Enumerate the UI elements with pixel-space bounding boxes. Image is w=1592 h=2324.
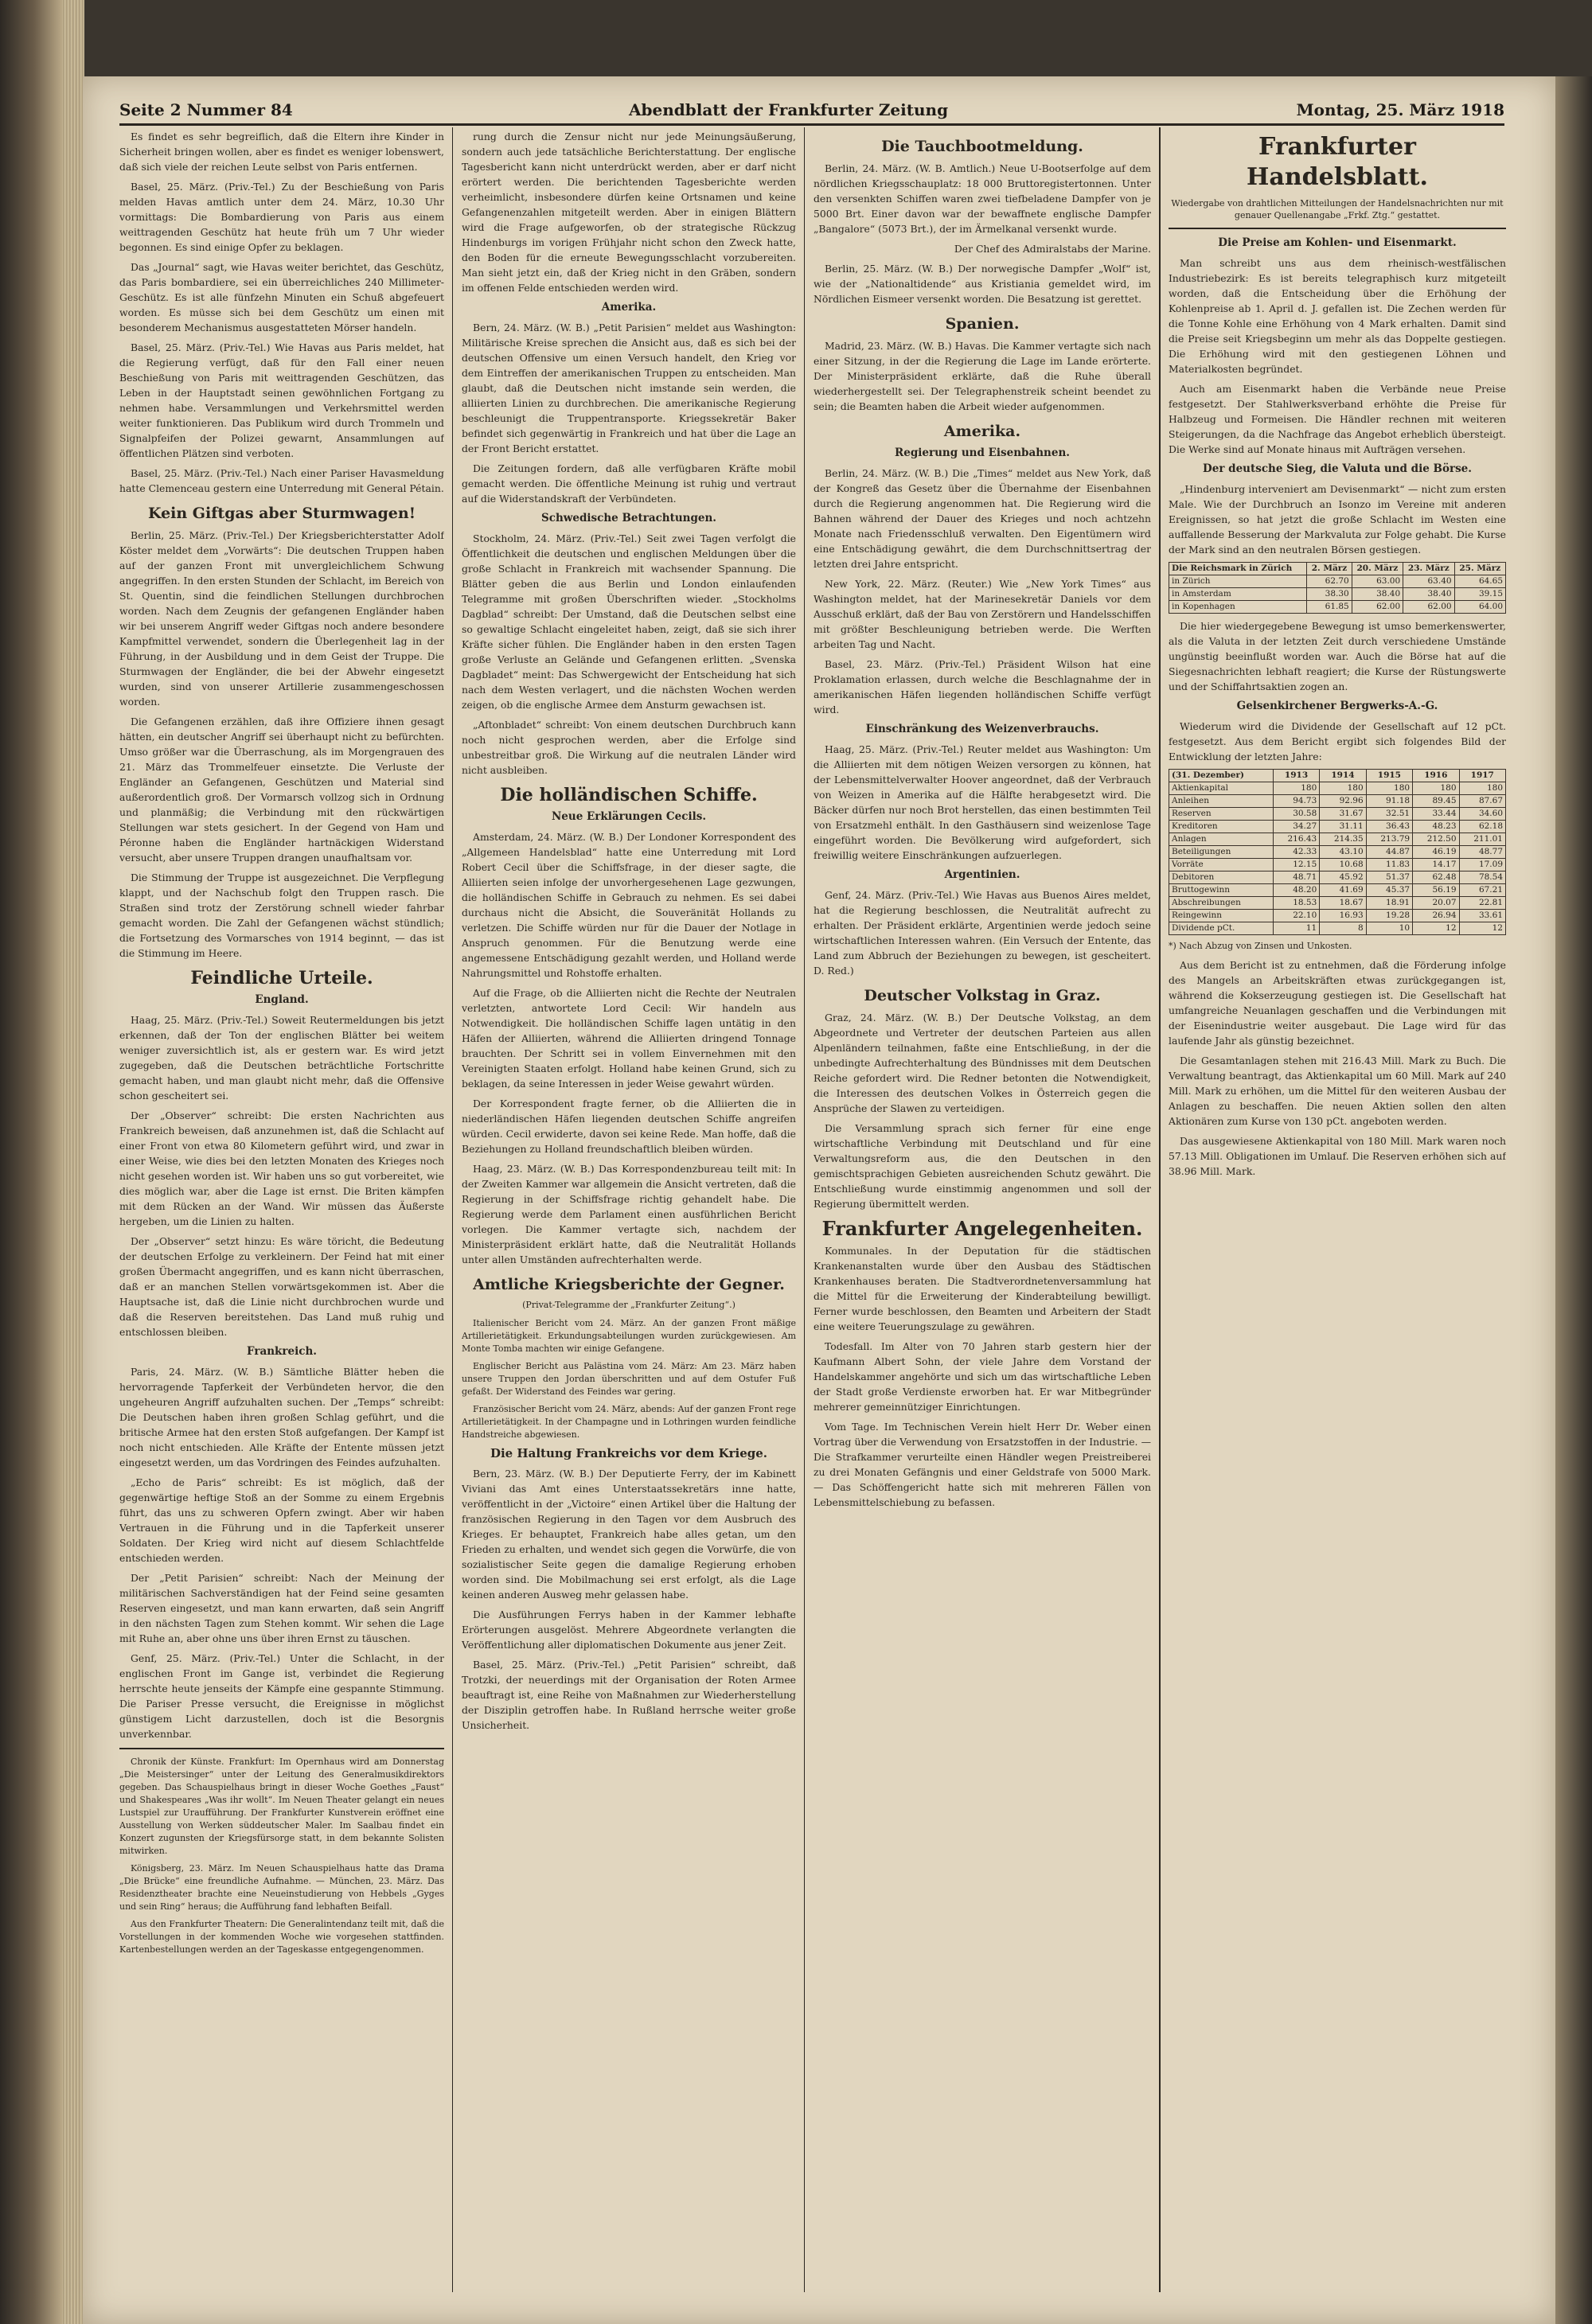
article-paragraph: Englischer Bericht aus Palästina vom 24. März: Am 23. März haben unsere Truppen den Jordan überschritten und auf dem Ostufer Fuß gefaßt. Der Widerstand des Feindes war gering.	[462, 1361, 796, 1397]
table-cell: 48.20	[1273, 884, 1319, 897]
table-cell: 12.15	[1273, 859, 1319, 872]
article-paragraph: Todesfall. Im Alter von 70 Jahren starb gestern hier der Kaufmann Albert Sohn, der viele Jahre dem Vorstand der Handelskammer angehörte und sich um das wirtschaftliche Leben der Stadt große Verdienste erworben hat. Er war Mitbegründer mehrerer gemeinnütziger Einrichtungen.	[814, 1340, 1151, 1413]
valuta-table	[1169, 562, 1506, 614]
article-paragraph: Es findet es sehr begreiflich, daß die Eltern ihre Kinder in Sicherheit bringen wollen, aber es findet es weniger lobenswert, daß sich viele der reichen Leute selbst von Paris entfernen.	[119, 131, 444, 173]
table-header-cell: Die Reichsmark in Zürich	[1169, 563, 1307, 575]
table-cell: 64.00	[1454, 601, 1505, 614]
table-row	[1169, 897, 1506, 910]
article-paragraph: Aus dem Bericht ist zu entnehmen, daß die Förderung infolge des Mangels an Arbeitskräften etwas zurückgegangen ist, während die Kokserzeugung gestiegen ist. Die Gesellschaft hat umfangreiche Neuanlagen geschaffen und die Verbindungen mit der Eisenindustrie weiter ausgebaut. Die Lage wird für das laufende Jahr als günstig bezeichnet.	[1169, 959, 1506, 1047]
article-paragraph: „Aftonbladet“ schreibt: Von einem deutschen Durchbruch kann noch nicht gesprochen werden, aber die Erfolge sind unbestreitbar groß. Die Wirkung auf die neutralen Länder wird nicht ausbleiben.	[462, 719, 796, 776]
table-row	[1169, 859, 1506, 872]
subheadline: Amerika.	[601, 301, 657, 314]
article-paragraph: Der „Petit Parisien“ schreibt: Nach der Meinung der militärischen Sachverständigen hat der Feind seine gesamten Reserven eingesetzt, und man kann erwarten, daß sein Angriff in den nächsten Tagen zum Stehen kommt. Wir sehen die Lage mit Ruhe an, aber ohne uns über ihren Ernst zu täuschen.	[119, 1572, 444, 1644]
table-row	[1169, 910, 1506, 922]
table-row	[1169, 588, 1506, 601]
newspaper-title: Abendblatt der Frankfurter Zeitung	[629, 100, 949, 119]
table-cell: 62.00	[1403, 601, 1454, 614]
section-subtitle: Wiedergabe von drahtlichen Mitteilungen der Handelsnachrichten nur mit genauer Quellenangabe „Frkf. Ztg.“ gestattet.	[1171, 198, 1504, 220]
table-cell: 45.92	[1320, 872, 1366, 884]
table-row	[1169, 846, 1506, 859]
table-row	[1169, 833, 1506, 846]
table-cell: 64.65	[1454, 575, 1505, 588]
feuilleton-paragraph: Königsberg, 23. März. Im Neuen Schauspielhaus hatte das Drama „Die Brücke“ eine freundliche Aufnahme. — München, 23. März. Das Residenztheater brachte eine Neueinstudierung von Hebbels „Gyges und sein Ring“ heraus; die Aufführung fand lebhaften Beifall.	[119, 1863, 444, 1912]
subheadline: Der deutsche Sieg, die Valuta und die Börse.	[1203, 462, 1472, 475]
table-cell: in Kopenhagen	[1169, 601, 1307, 614]
table-row	[1169, 795, 1506, 808]
table-cell: 63.00	[1352, 575, 1403, 588]
table-row	[1169, 808, 1506, 821]
table-cell: Anleihen	[1169, 795, 1274, 808]
table-cell: 56.19	[1413, 884, 1459, 897]
article-paragraph: Das ausgewiesene Aktienkapital von 180 Mill. Mark waren noch 57.13 Mill. Obligationen im Umlauf. Die Reserven erhöhen sich auf 38.96 Mill. Mark.	[1169, 1135, 1506, 1177]
article-paragraph: Stockholm, 24. März. (Priv.-Tel.) Seit zwei Tagen verfolgt die Öffentlichkeit die deutschen und englischen Meldungen über die große Schlacht in Frankreich mit wachsender Spannung. Die Blätter geben die aus Berlin und London einlaufenden Telegramme mit großen Überschriften wieder. „Stockholms Dagblad“ schreibt: Der Umstand, daß die Deutschen selbst eine so gewaltige Schlacht eingeleitet haben, zeigt, daß sie sich ihrer Kräfte sicher fühlen. Die Engländer haben in den ersten Tagen große Verluste an Gelände und Gefangenen erlitten. „Svenska Dagbladet“ meint: Das Schwergewicht der Entscheidung hat sich nach dem Westen verlagert, und die nächsten Wochen werden zeigen, ob die englische Armee dem Ansturm gewachsen ist.	[462, 532, 796, 711]
article-paragraph: Auf die Frage, ob die Alliierten nicht die Rechte der Neutralen verletzten, antwortete Lord Cecil: Wir handeln aus Notwendigkeit. Die holländischen Schiffe lagen untätig in den Häfen der Alliierten, während die Alliierten dringend Tonnage brauchten. Der Schritt sei in vollem Einvernehmen mit den Vereinigten Staaten erfolgt. Holland habe keinen Grund, sich zu beklagen, da seine Interessen in jeder Weise gewahrt würden.	[462, 987, 796, 1090]
table-cell: 17.09	[1459, 859, 1505, 872]
table-cell: 30.58	[1273, 808, 1319, 821]
table-cell: 11	[1273, 922, 1319, 935]
table-cell: 48.77	[1459, 846, 1505, 859]
table-row	[1169, 601, 1506, 614]
table-cell: 38.40	[1352, 588, 1403, 601]
table-cell: 10.68	[1320, 859, 1366, 872]
book-binding	[0, 0, 62, 2324]
table-cell: 51.37	[1366, 872, 1412, 884]
article-paragraph: Die Versammlung sprach sich ferner für eine enge wirtschaftliche Verbindung mit Deutschland und für eine Verwaltungsreform aus, die den Deutschen in den gemischtsprachigen Gebieten ausreichenden Schutz gewährt. Die Entschließung wurde einstimmig angenommen und soll der Regierung übermittelt werden.	[814, 1122, 1151, 1210]
headline: Spanien.	[945, 315, 1020, 333]
right-page-edge	[1555, 76, 1592, 2324]
balance-table	[1169, 769, 1506, 935]
article-paragraph: Die Ausführungen Ferrys haben in der Kammer lebhafte Erörterungen ausgelöst. Mehrere Abgeordnete verlangten die Veröffentlichung aller diplomatischen Dokumente aus jener Zeit.	[462, 1608, 796, 1651]
issue-date: Montag, 25. März 1918	[1296, 100, 1504, 119]
table-cell: 180	[1320, 782, 1366, 795]
article-paragraph: Genf, 25. März. (Priv.-Tel.) Unter die Schlacht, in der englischen Front im Gange ist, verbindet die Regierung herrschte heute jenseits der Kämpfe eine gespannte Stimmung. Die Pariser Presse versucht, die Ereignisse in möglichst günstigem Licht darzustellen, doch ist die Besorgnis unverkennbar.	[119, 1652, 444, 1740]
table-cell: 42.33	[1273, 846, 1319, 859]
table-cell: 91.18	[1366, 795, 1412, 808]
table-cell: 22.81	[1459, 897, 1505, 910]
article-paragraph: Der Korrespondent fragte ferner, ob die Alliierten die in niederländischen Häfen liegenden deutschen Schiffe angreifen würden. Cecil erwiderte, davon sei keine Rede. Man hoffe, daß die Beziehungen zu Holland freundschaftlich bleiben würden.	[462, 1098, 796, 1155]
article-paragraph: Madrid, 23. März. (W. B.) Havas. Die Kammer vertagte sich nach einer Sitzung, in der die Regierung die Lage im Lande erörterte. Der Ministerpräsident erklärte, daß die Ruhe überall wiederhergestellt sei. Der Telegraphenstreik scheint beendet zu sein; die Beamten haben die Arbeit wieder aufgenommen.	[814, 340, 1151, 412]
table-cell: 92.96	[1320, 795, 1366, 808]
headline: Die holländischen Schiffe.	[500, 785, 758, 805]
article-paragraph: Die hier wiedergegebene Bewegung ist umso bemerkenswerter, als die Valuta in der letzten Zeit durch verschiedene Umstände ungünstig beeinflußt worden war. Auch die Börse hat auf die Siegesnachrichten lebhaft reagiert; die Kurse der Rüstungswerte und der Schiffahrtsaktien zogen an.	[1169, 620, 1506, 692]
subheadline: Einschränkung des Weizenverbrauchs.	[865, 723, 1099, 735]
table-cell: Beteiligungen	[1169, 846, 1274, 859]
section-rule	[119, 1748, 444, 1749]
article-paragraph: Der „Observer“ schreibt: Die ersten Nachrichten aus Frankreich beweisen, daß anzunehmen ist, daß die Schlacht auf einer Front von etwa 80 Kilometern geführt wird, und zwar in einer Weise, wie dies bei den letzten Monaten des Krieges noch nicht gesehen worden ist. Wir haben uns so gut vorbereitet, wie dies möglich war, aber die Lage ist ernst. Die Briten kämpfen mit dem Rücken an der Wand. Wir müssen das Äußerste hergeben, um die Linien zu halten.	[119, 1109, 444, 1227]
table-cell: 20.07	[1413, 897, 1459, 910]
subheadline: England.	[255, 993, 309, 1006]
subheadline: Neue Erklärungen Cecils.	[551, 810, 707, 823]
table-cell: 48.71	[1273, 872, 1319, 884]
article-paragraph: Graz, 24. März. (W. B.) Der Deutsche Volkstag, an dem Abgeordnete und Vertreter der deutschen Parteien aus allen Alpenländern teilnahmen, faßte eine Entschließung, in der die unbedingte Aufrechterhaltung des Bündnisses mit dem Deutschen Reiche gefordert wird. Die Redner betonten die Notwendigkeit, die Interessen des deutschen Volkes in Österreich gegen die Ansprüche der Slawen zu verteidigen.	[814, 1012, 1151, 1114]
table-cell: Dividende pCt.	[1169, 922, 1274, 935]
table-cell: 180	[1459, 782, 1505, 795]
table-cell: 87.67	[1459, 795, 1505, 808]
article-paragraph: rung durch die Zensur nicht nur jede Meinungsäußerung, sondern auch jede tatsächliche Berichterstattung. Der englische Tagesbericht kann nicht unterdrückt werden, aber er darf nicht erörtert werden. Die berichtenden Tagesberichte werden verheimlicht, insbesondere dürfen keine Ortsnamen und keine Gefangenenzahlen mitgeteilt werden. Aber in einigen Blättern wird die Frage aufgeworfen, ob der strategische Rückzug Hindenburgs im vorigen Frühjahr nicht schon den Zweck hatte, den Boden für die erneute Bewegungsschlacht vorzubereiten. Man sieht jetzt ein, daß der Krieg nicht in den Gräben, sondern im offenen Felde entschieden werden wird.	[462, 131, 796, 294]
article-paragraph: Auch am Eisenmarkt haben die Verbände neue Preise festgesetzt. Der Stahlwerksverband erhöhte die Preise für Halbzeug und Formeisen. Die Händler rechnen mit weiteren Steigerungen, da die Nachfrage das Angebot erheblich übersteigt. Die Werke sind auf Monate hinaus mit Aufträgen versehen.	[1169, 383, 1506, 455]
table-row	[1169, 575, 1506, 588]
table-cell: 31.67	[1320, 808, 1366, 821]
article-paragraph: Paris, 24. März. (W. B.) Sämtliche Blätter heben die hervorragende Tapferkeit der Verbündeten hervor, die den ungeheuren Angriff aufzuhalten suchen. Der „Temps“ schreibt: Die Deutschen haben ihren großen Schlag geführt, und die britische Armee hat den ersten Stoß aufgefangen. Der Kampf ist noch nicht entschieden. Alle Kräfte der Entente müssen jetzt eingesetzt werden, um das Vordringen des Feindes aufzuhalten.	[119, 1366, 444, 1468]
table-cell: 41.69	[1320, 884, 1366, 897]
table-cell: 26.94	[1413, 910, 1459, 922]
table-cell: Reingewinn	[1169, 910, 1274, 922]
page-number-label: Seite 2 Nummer 84	[119, 100, 293, 119]
table-cell: 45.37	[1366, 884, 1412, 897]
table-cell: 33.61	[1459, 910, 1505, 922]
table-cell: 34.60	[1459, 808, 1505, 821]
table-cell: 8	[1320, 922, 1366, 935]
table-cell: 12	[1459, 922, 1505, 935]
article-paragraph: Bern, 23. März. (W. B.) Der Deputierte Ferry, der im Kabinett Viviani das Amt eines Unterstaatssekretärs inne hatte, veröffentlicht in der „Victoire“ einen Artikel über die Haltung der französischen Regierung in den Tagen vor dem Ausbruch des Krieges. Er behauptet, Frankreich habe alles getan, um den Frieden zu erhalten, und wendet sich gegen die Vorwürfe, die von sozialistischer Seite gegen die damalige Regierung erhoben worden sind. Die Mobilmachung sei erst erfolgt, als die Lage keinen anderen Ausweg mehr gelassen habe.	[462, 1468, 796, 1601]
article-paragraph: Genf, 24. März. (Priv.-Tel.) Wie Havas aus Buenos Aires meldet, hat die Regierung beschlossen, die Neutralität aufrecht zu erhalten. Der Präsident erklärte, Argentinien werde jedoch seine wirtschaftlichen Interessen wahren. (Ein Versuch der Entente, das Land zum Abbruch der Beziehungen zu bewegen, ist gescheitert. D. Red.)	[814, 889, 1151, 977]
table-cell: 48.23	[1413, 821, 1459, 833]
article-paragraph: Wiederum wird die Dividende der Gesellschaft auf 12 pCt. festgesetzt. Aus dem Bericht ergibt sich folgendes Bild der Entwicklung der letzten Jahre:	[1169, 720, 1506, 762]
column-4	[1169, 129, 1506, 2292]
table-cell: 46.19	[1413, 846, 1459, 859]
column-divider	[452, 127, 453, 2292]
table-cell: 44.87	[1366, 846, 1412, 859]
article-paragraph: Basel, 25. März. (Priv.-Tel.) Wie Havas aus Paris meldet, hat die Regierung verfügt, daß für den Fall einer neuen Beschießung von Paris mit weittragenden Geschützen, das Leben in der Hauptstadt seinen gewöhnlichen Fortgang zu nehmen habe. Versammlungen und Verkehrsmittel werden weiter funktionieren. Das Publikum wird durch Trommeln und Signalpfeifen der Polizei gewarnt, Ansammlungen auf öffentlichen Plätzen sind verboten.	[119, 341, 444, 459]
article-paragraph: Berlin, 25. März. (W. B.) Der norwegische Dampfer „Wolf“ ist, wie der „Nationaltidende“ aus Kristiania gemeldet wird, im Nördlichen Eismeer versenkt worden. Die Besatzung ist gerettet.	[814, 263, 1151, 305]
article-paragraph: Die Stimmung der Truppe ist ausgezeichnet. Die Verpflegung klappt, und der Nachschub folgt den Truppen rasch. Die Straßen sind trotz der Zerstörung schnell wieder fahrbar gemacht worden. Die Zahl der Gefangenen wächst stündlich; die Fortsetzung des Vormarsches von 1914 beginnt, — das ist die Stimmung im Heere.	[119, 872, 444, 959]
table-cell: 34.27	[1273, 821, 1319, 833]
headline: Deutscher Volkstag in Graz.	[864, 987, 1101, 1004]
table-cell: Bruttogewinn	[1169, 884, 1274, 897]
table-cell: Aktienkapital	[1169, 782, 1274, 795]
table-footnote: *) Nach Abzug von Zinsen und Unkosten.	[1169, 941, 1352, 951]
table-cell: 11.83	[1366, 859, 1412, 872]
article-paragraph: „Hindenburg interveniert am Devisenmarkt“ — nicht zum ersten Male. Wie der Durchbruch an Isonzo im Vereine mit anderen Ereignissen, so hat jetzt die große Schlacht im Westen eine auffallende Besserung der Markvaluta zur Folge gehabt. Die Kurse der Mark sind an den neutralen Börsen gestiegen.	[1169, 483, 1506, 556]
column-divider	[804, 127, 805, 2292]
page-stack-edge	[62, 0, 84, 2324]
table-cell: 18.67	[1320, 897, 1366, 910]
column-2	[462, 129, 796, 2292]
table-cell: 31.11	[1320, 821, 1366, 833]
table-header-cell: 1917	[1459, 770, 1505, 782]
column-divider	[1159, 127, 1161, 2292]
article-paragraph: Kommunales. In der Deputation für die städtischen Krankenanstalten wurde über den Ausbau des Städtischen Krankenhauses beraten. Die Stadtverordnetenversammlung hat die Mittel für die Erweiterung der Kinderabteilung bewilligt. Ferner wurde beschlossen, den Beamten und Arbeitern der Stadt eine weitere Teuerungszulage zu gewähren.	[814, 1245, 1151, 1332]
subheadline: Regierung und Eisenbahnen.	[895, 446, 1070, 459]
table-cell: 78.54	[1459, 872, 1505, 884]
article-paragraph: Die Zeitungen fordern, daß alle verfügbaren Kräfte mobil gemacht werden. Die öffentliche Meinung ist ruhig und vertraut auf die Widerstandskraft der Verbündeten.	[462, 462, 796, 505]
table-cell: 89.45	[1413, 795, 1459, 808]
table-cell: 43.10	[1320, 846, 1366, 859]
table-cell: Anlagen	[1169, 833, 1274, 846]
article-paragraph: Das „Journal“ sagt, wie Havas weiter berichtet, das Geschütz, das Paris bombardiere, sei ein überreichliches 240 Millimeter-Geschütz. Es ist alle fünfzehn Minuten ein Schuß abgefeuert worden. Es müsse sich bei dem Geschütz um einen mit besonderem Mechanismus ausgestatteten Mörser handeln.	[119, 261, 444, 333]
table-cell: Kreditoren	[1169, 821, 1274, 833]
article-paragraph: Man schreibt uns aus dem rheinisch-westfälischen Industriebezirk: Es ist bereits telegraphisch kurz mitgeteilt worden, daß die Entscheidung über die Erhöhung der Kohlenpreise ab 1. April d. J. gefallen ist. Die Zechen werden für die Tonne Kohle eine Erhöhung von 4 Mark erhalten. Damit sind die Preise seit Kriegsbeginn um mehr als das Doppelte gestiegen. Die Erhöhung wird mit den gestiegenen Löhnen und Materialkosten begründet.	[1169, 257, 1506, 375]
article-paragraph: Bern, 24. März. (W. B.) „Petit Parisien“ meldet aus Washington: Militärische Kreise sprechen die Ansicht aus, daß es sich bei der deutschen Offensive um einen Versuch handelt, den Krieg vor dem Eintreffen der amerikanischen Truppen zu entscheiden. Man glaubt, daß die Deutschen nicht imstande sein werden, die alliierten Linien zu durchbrechen. Die amerikanische Regierung beschleunigt die Truppentransporte. Kriegssekretär Baker befindet sich gegenwärtig in Frankreich und hat über die Lage an der Front Bericht erstattet.	[462, 322, 796, 454]
table-cell: 39.15	[1454, 588, 1505, 601]
article-paragraph: Die Gefangenen erzählen, daß ihre Offiziere ihnen gesagt hätten, ein deutscher Angriff sei überhaupt nicht zu befürchten. Umso größer war die Überraschung, als im Morgengrauen des 21. März das Trommelfeuer einsetzte. Die Verluste der Engländer an Gefangenen, Geschützen und Material sind außerordentlich groß. Der Vormarsch vollzog sich in Ordnung und planmäßig; die Verbindung mit den rückwärtigen Stellungen war stets gesichert. In der Gegend von Ham und Péronne haben die Engländer hartnäckigen Widerstand versucht, aber unsere Truppen drangen unaufhaltsam vor.	[119, 716, 444, 864]
article-paragraph: Berlin, 24. März. (W. B.) Die „Times“ meldet aus New York, daß der Kongreß das Gesetz über die Übernahme der Eisenbahnen durch die Regierung angenommen hat. Die Regierung wird die Bahnen während der Dauer des Krieges und noch achtzehn Monate nach Friedensschluß verwalten. Den Eigentümern wird eine Entschädigung gewährt, die dem Durchschnittsertrag der letzten drei Jahre entspricht.	[814, 467, 1151, 570]
feuilleton-paragraph: Aus den Frankfurter Theatern: Die Generalintendanz teilt mit, daß die Vorstellungen in der kommenden Woche wie vorgesehen stattfinden. Kartenbestellungen werden an der Tageskasse entgegengenommen.	[119, 1919, 444, 1955]
table-cell: 94.73	[1273, 795, 1319, 808]
table-cell: Reserven	[1169, 808, 1274, 821]
table-cell: 61.85	[1307, 601, 1352, 614]
table-header-cell: 1915	[1366, 770, 1412, 782]
table-cell: Debitoren	[1169, 872, 1274, 884]
table-header-cell: 23. März	[1403, 563, 1454, 575]
subheadline: Gelsenkirchener Bergwerks-A.-G.	[1236, 700, 1438, 712]
table-cell: 38.30	[1307, 588, 1352, 601]
subheadline: Schwedische Betrachtungen.	[540, 512, 717, 524]
scan-top-border	[62, 0, 1592, 76]
table-row	[1169, 884, 1506, 897]
table-cell: 18.53	[1273, 897, 1319, 910]
table-header-cell: (31. Dezember)	[1169, 770, 1274, 782]
table-header-cell: 2. März	[1307, 563, 1352, 575]
article-paragraph: Amsterdam, 24. März. (W. B.) Der Londoner Korrespondent des „Allgemeen Handelsblad“ hatte eine Unterredung mit Lord Robert Cecil über die Schiffsfrage, in der dieser sagte, die Alliierten seien infolge der unvorhergesehenen Lage gezwungen, die holländischen Schiffe in Gebrauch zu nehmen. Es sei dabei durchaus nicht die Absicht, die Souveränität Hollands zu verletzen. Die Schiffe würden nur für die Dauer der Notlage in Anspruch genommen. Für die Benutzung werde eine angemessene Entschädigung gezahlt werden, und Holland werde Nahrungsmittel und Rohstoffe erhalten.	[462, 831, 796, 979]
article-paragraph: Basel, 25. März. (Priv.-Tel.) Nach einer Pariser Havasmeldung hatte Clemenceau gestern eine Unterredung mit General Pétain.	[119, 467, 444, 494]
running-header	[119, 100, 1504, 124]
subheadline: Argentinien.	[944, 868, 1020, 881]
article-paragraph: Berlin, 25. März. (Priv.-Tel.) Der Kriegsberichterstatter Adolf Köster meldet dem „Vorwärts“: Die deutschen Truppen haben auf der ganzen Front mit unvergleichlichem Schwung angegriffen. In den ersten Stunden der Schlacht, im Bereich von St. Quentin, sind die feindlichen Stellungen durchbrochen worden. Nach dem Zeugnis der gefangenen Engländer haben wir bei unserem Angriff weder Giftgas noch andere besondere Kampfmittel verwendet, sondern die Überlegenheit lag in der Führung, in der Ausbildung und in dem Geist der Truppe. Die Sturmwagen der Engländer, die bei der Abwehr eingesetzt wurden, sind von unserer Artillerie zusammengeschossen worden.	[119, 529, 444, 708]
column-3	[814, 129, 1151, 2292]
table-cell: Vorräte	[1169, 859, 1274, 872]
table-cell: 180	[1413, 782, 1459, 795]
table-cell: Abschreibungen	[1169, 897, 1274, 910]
table-cell: 63.40	[1403, 575, 1454, 588]
article-paragraph: Die Gesamtanlagen stehen mit 216.43 Mill. Mark zu Buch. Die Verwaltung beantragt, das Aktienkapital um 60 Mill. Mark auf 240 Mill. Mark zu erhöhen, um die Mittel für den weiteren Ausbau der Anlagen zu beschaffen. Die neuen Aktien sollen den alten Aktionären zum Kurse von 130 pCt. angeboten werden.	[1169, 1055, 1506, 1127]
table-cell: 33.44	[1413, 808, 1459, 821]
table-cell: 38.40	[1403, 588, 1454, 601]
headline: Feindliche Urteile.	[190, 968, 373, 988]
article-paragraph: Haag, 23. März. (W. B.) Das Korrespondenzbureau teilt mit: In der Zweiten Kammer war allgemein die Ansicht vertreten, daß die Regierung in der Schiffsfrage richtig gehandelt habe. Die Regierung werde dem Parlament einen ausführlichen Bericht vorlegen. Die Kammer vertagte sich, nachdem der Ministerpräsident erklärt hatte, daß die Neutralität Hollands unter allen Umständen aufrechterhalten werde.	[462, 1163, 796, 1265]
article-paragraph: Der „Observer“ setzt hinzu: Es wäre töricht, die Bedeutung der deutschen Erfolge zu verkleinern. Der Feind hat mit einer großen Übermacht angegriffen, und es kann nicht überraschen, daß er an manchen Stellen vorwärtsgekommen ist. Aber die Hauptsache ist, daß die Linie nicht durchbrochen wurde und daß die Reserven bereitstehen. Das Land muß ruhig und entschlossen bleiben.	[119, 1235, 444, 1338]
table-header-cell: 1913	[1273, 770, 1319, 782]
table-cell: 16.93	[1320, 910, 1366, 922]
table-row	[1169, 872, 1506, 884]
table-cell: 14.17	[1413, 859, 1459, 872]
table-cell: in Amsterdam	[1169, 588, 1307, 601]
feuilleton-paragraph: Chronik der Künste. Frankfurt: Im Opernhaus wird am Donnerstag „Die Meistersinger“ unter der Leitung des Generalmusikdirektors gegeben. Das Schauspielhaus bringt in dieser Woche Goethes „Faust“ und Shakespeares „Was ihr wollt“. Im Neuen Theater gelangt ein neues Lustspiel zur Uraufführung. Der Frankfurter Kunstverein eröffnet eine Ausstellung von Werken süddeutscher Maler. Im Saalbau findet ein Konzert zugunsten der Kriegsfürsorge statt, in dem bekannte Solisten mitwirken.	[119, 1757, 444, 1856]
article-paragraph: Basel, 23. März. (Priv.-Tel.) Präsident Wilson hat eine Proklamation erlassen, durch welche die Beschlagnahme der in amerikanischen Häfen liegenden holländischen Schiffe verfügt wird.	[814, 658, 1151, 716]
table-cell: 214.35	[1320, 833, 1366, 846]
subheadline: Frankreich.	[247, 1345, 317, 1358]
table-cell: 62.70	[1307, 575, 1352, 588]
headline: Amtliche Kriegsberichte der Gegner.	[473, 1276, 785, 1293]
headline: Kein Giftgas aber Sturmwagen!	[147, 505, 416, 522]
subheadline: Die Preise am Kohlen- und Eisenmarkt.	[1218, 236, 1457, 249]
table-cell: 62.18	[1459, 821, 1505, 833]
headline: Frankfurter Angelegenheiten.	[821, 1217, 1143, 1240]
column-1	[119, 129, 444, 2292]
table-cell: 211.01	[1459, 833, 1505, 846]
headline: Die Tauchbootmeldung.	[881, 138, 1083, 155]
article-paragraph: „Echo de Paris“ schreibt: Es ist möglich, daß der gegenwärtige heftige Stoß an der Somme zu einem Ergebnis führt, das uns zu schweren Opfern zwingt. Aber wir haben Vertrauen in die Führung und in die Tapferkeit unserer Soldaten. Der Krieg wird nicht auf diesem Schlachtfelde entschieden werden.	[119, 1476, 444, 1564]
table-row	[1169, 821, 1506, 833]
article-paragraph: Haag, 25. März. (Priv.-Tel.) Soweit Reutermeldungen bis jetzt erkennen, daß der Ton der englischen Blätter bei weitem weniger zuversichtlich ist, als er gestern war. Es wird jetzt zugegeben, daß die Deutschen beträchtliche Fortschritte gemacht haben, und man glaubt nicht mehr, daß die Offensive schon gescheitert sei.	[119, 1014, 444, 1102]
byline: (Privat-Telegramme der „Frankfurter Zeitung“.)	[522, 1300, 736, 1310]
article-paragraph: Italienischer Bericht vom 24. März. An der ganzen Front mäßige Artillerietätigkeit. Erkundungsabteilungen wurden zurückgewiesen. Am Monte Tomba machten wir einige Gefangene.	[462, 1318, 796, 1354]
table-cell: 10	[1366, 922, 1412, 935]
article-paragraph: New York, 22. März. (Reuter.) Wie „New York Times“ aus Washington meldet, hat der Marinesekretär Daniels vor dem Ausschuß erklärt, daß der Bau von Zerstörern und Handelsschiffen mit größter Beschleunigung betrieben werde. Die Werften arbeiten Tag und Nacht.	[814, 578, 1151, 650]
table-cell: in Zürich	[1169, 575, 1307, 588]
table-cell: 216.43	[1273, 833, 1319, 846]
table-cell: 22.10	[1273, 910, 1319, 922]
table-cell: 62.48	[1413, 872, 1459, 884]
headline: Amerika.	[943, 423, 1021, 440]
table-cell: 12	[1413, 922, 1459, 935]
table-cell: 19.28	[1366, 910, 1412, 922]
article-paragraph: Französischer Bericht vom 24. März, abends: Auf der ganzen Front rege Artillerietätigkeit. In der Champagne und in Lothringen wurden feindliche Handstreiche abgewiesen.	[462, 1404, 796, 1440]
header-rule	[119, 123, 1504, 126]
article-paragraph: Basel, 25. März. (Priv.-Tel.) Zu der Beschießung von Paris melden Havas amtlich unter dem 24. März, 10.30 Uhr vormittags: Die Bombardierung von Paris aus einem weittragenden Geschütz hat heute früh um 7 Uhr wieder begonnen. Es sind einige Opfer zu beklagen.	[119, 181, 444, 253]
article-paragraph: Basel, 25. März. (Priv.-Tel.) „Petit Parisien“ schreibt, daß Trotzki, der neuerdings mit der Organisation der Roten Armee beauftragt ist, eine Reihe von Maßnahmen zur Wiederherstellung der Disziplin getroffen habe. In Rußland herrsche weiter große Unsicherheit.	[462, 1659, 796, 1731]
article-paragraph: Vom Tage. Im Technischen Verein hielt Herr Dr. Weber einen Vortrag über die Verwendung von Ersatzstoffen in der Industrie. — Die Strafkammer verurteilte einen Händler wegen Preistreiberei zu drei Monaten Gefängnis und einer Geldstrafe von 5000 Mark. — Das Schöffengericht hatte sich mit mehreren Fällen von Lebensmittelschiebung zu befassen.	[814, 1421, 1151, 1508]
table-cell: 212.50	[1413, 833, 1459, 846]
table-header-cell: 1916	[1413, 770, 1459, 782]
article-paragraph: Haag, 25. März. (Priv.-Tel.) Reuter meldet aus Washington: Um die Alliierten mit dem nötigen Weizen versorgen zu können, hat der Lebensmittelverwalter Hoover angeordnet, daß der Verbrauch von Weizen in Amerika auf die Hälfte herabgesetzt wird. Die Bäcker dürfen nur noch Brot herstellen, das einen bestimmten Teil von Ersatzmehl enthält. In den Gasthäusern sind weizenlose Tage eingeführt worden. Die Bevölkerung wird aufgefordert, sich freiwillig weitere Einschränkungen aufzuerlegen.	[814, 743, 1151, 861]
table-header-cell: 25. März	[1454, 563, 1505, 575]
table-cell: 18.91	[1366, 897, 1412, 910]
table-row	[1169, 782, 1506, 795]
table-cell: 180	[1366, 782, 1412, 795]
subheadline: Die Haltung Frankreichs vor dem Kriege.	[490, 1446, 768, 1460]
section-title: Frankfurter Handelsblatt.	[1247, 133, 1428, 191]
section-rule	[1169, 228, 1506, 229]
table-header-cell: 20. März	[1352, 563, 1403, 575]
table-cell: 180	[1273, 782, 1319, 795]
article-paragraph: Berlin, 24. März. (W. B. Amtlich.) Neue U-Bootserfolge auf dem nördlichen Kriegsschauplatz: 18 000 Bruttoregistertonnen. Unter den versenkten Schiffen waren zwei tiefbeladene Dampfer von je 5000 Brt. Einer davon war der bewaffnete englische Dampfer „Bangalore“ (5073 Brt.), der im Ärmelkanal versenkt wurde.	[814, 162, 1151, 235]
table-cell: 36.43	[1366, 821, 1412, 833]
table-header-cell: 1914	[1320, 770, 1366, 782]
table-row	[1169, 922, 1506, 935]
table-cell: 32.51	[1366, 808, 1412, 821]
table-cell: 62.00	[1352, 601, 1403, 614]
table-cell: 67.21	[1459, 884, 1505, 897]
signature-line: Der Chef des Admiralstabs der Marine.	[954, 243, 1151, 255]
table-cell: 213.79	[1366, 833, 1412, 846]
